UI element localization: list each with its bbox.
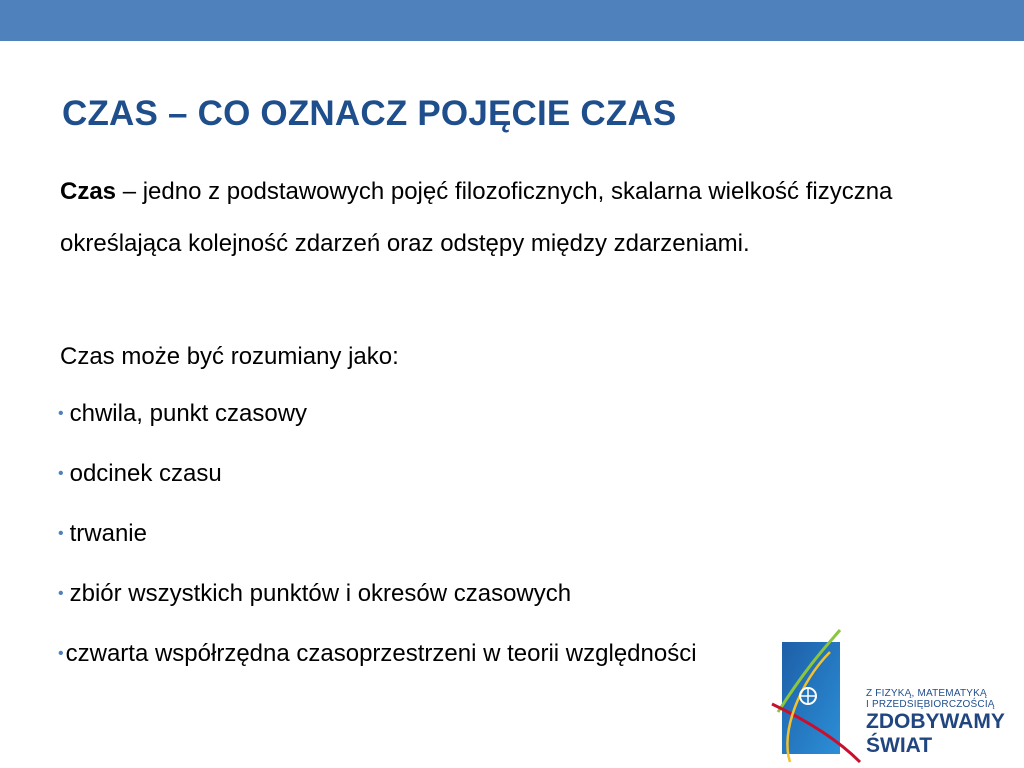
bullet-icon: • [58,405,64,422]
bullet-icon: • [58,645,64,662]
definition-term: Czas [60,178,117,205]
logo-headline-1: ZDOBYWAMY [866,710,1005,733]
bullet-list [58,396,697,696]
list-item: • trwanie [58,520,147,547]
top-accent-bar [0,0,1024,41]
list-item: • chwila, punkt czasowy [58,400,308,427]
logo-tagline-2: I PRZEDSIĘBIORCZOŚCIĄ [866,699,995,710]
slide-title: CZAS – CO OZNACZ POJĘCIE CZAS [62,94,677,133]
definition-paragraph [60,166,960,270]
list-item: • odcinek czasu [58,460,222,487]
list-item: •czwarta współrzędna czasoprzestrzeni w teorii względności [58,640,697,667]
bullet-icon: • [58,585,64,602]
logo-headline-2: ŚWIAT [866,734,933,757]
intro-text: Czas może być rozumiany jako: [60,343,399,370]
definition-text: – jedno z podstawowych pojęć filozoficznych, skalarna wielkość fizyczna określająca kolejność zdarzeń oraz odstępy między zdarzeniami. [60,178,893,257]
logo-text [866,688,1005,758]
bullet-icon: • [58,525,64,542]
list-item: • zbiór wszystkich punktów i okresów czasowych [58,580,572,607]
logo-tagline-1: Z FIZYKĄ, MATEMATYKĄ [866,688,987,699]
bullet-icon: • [58,465,64,482]
